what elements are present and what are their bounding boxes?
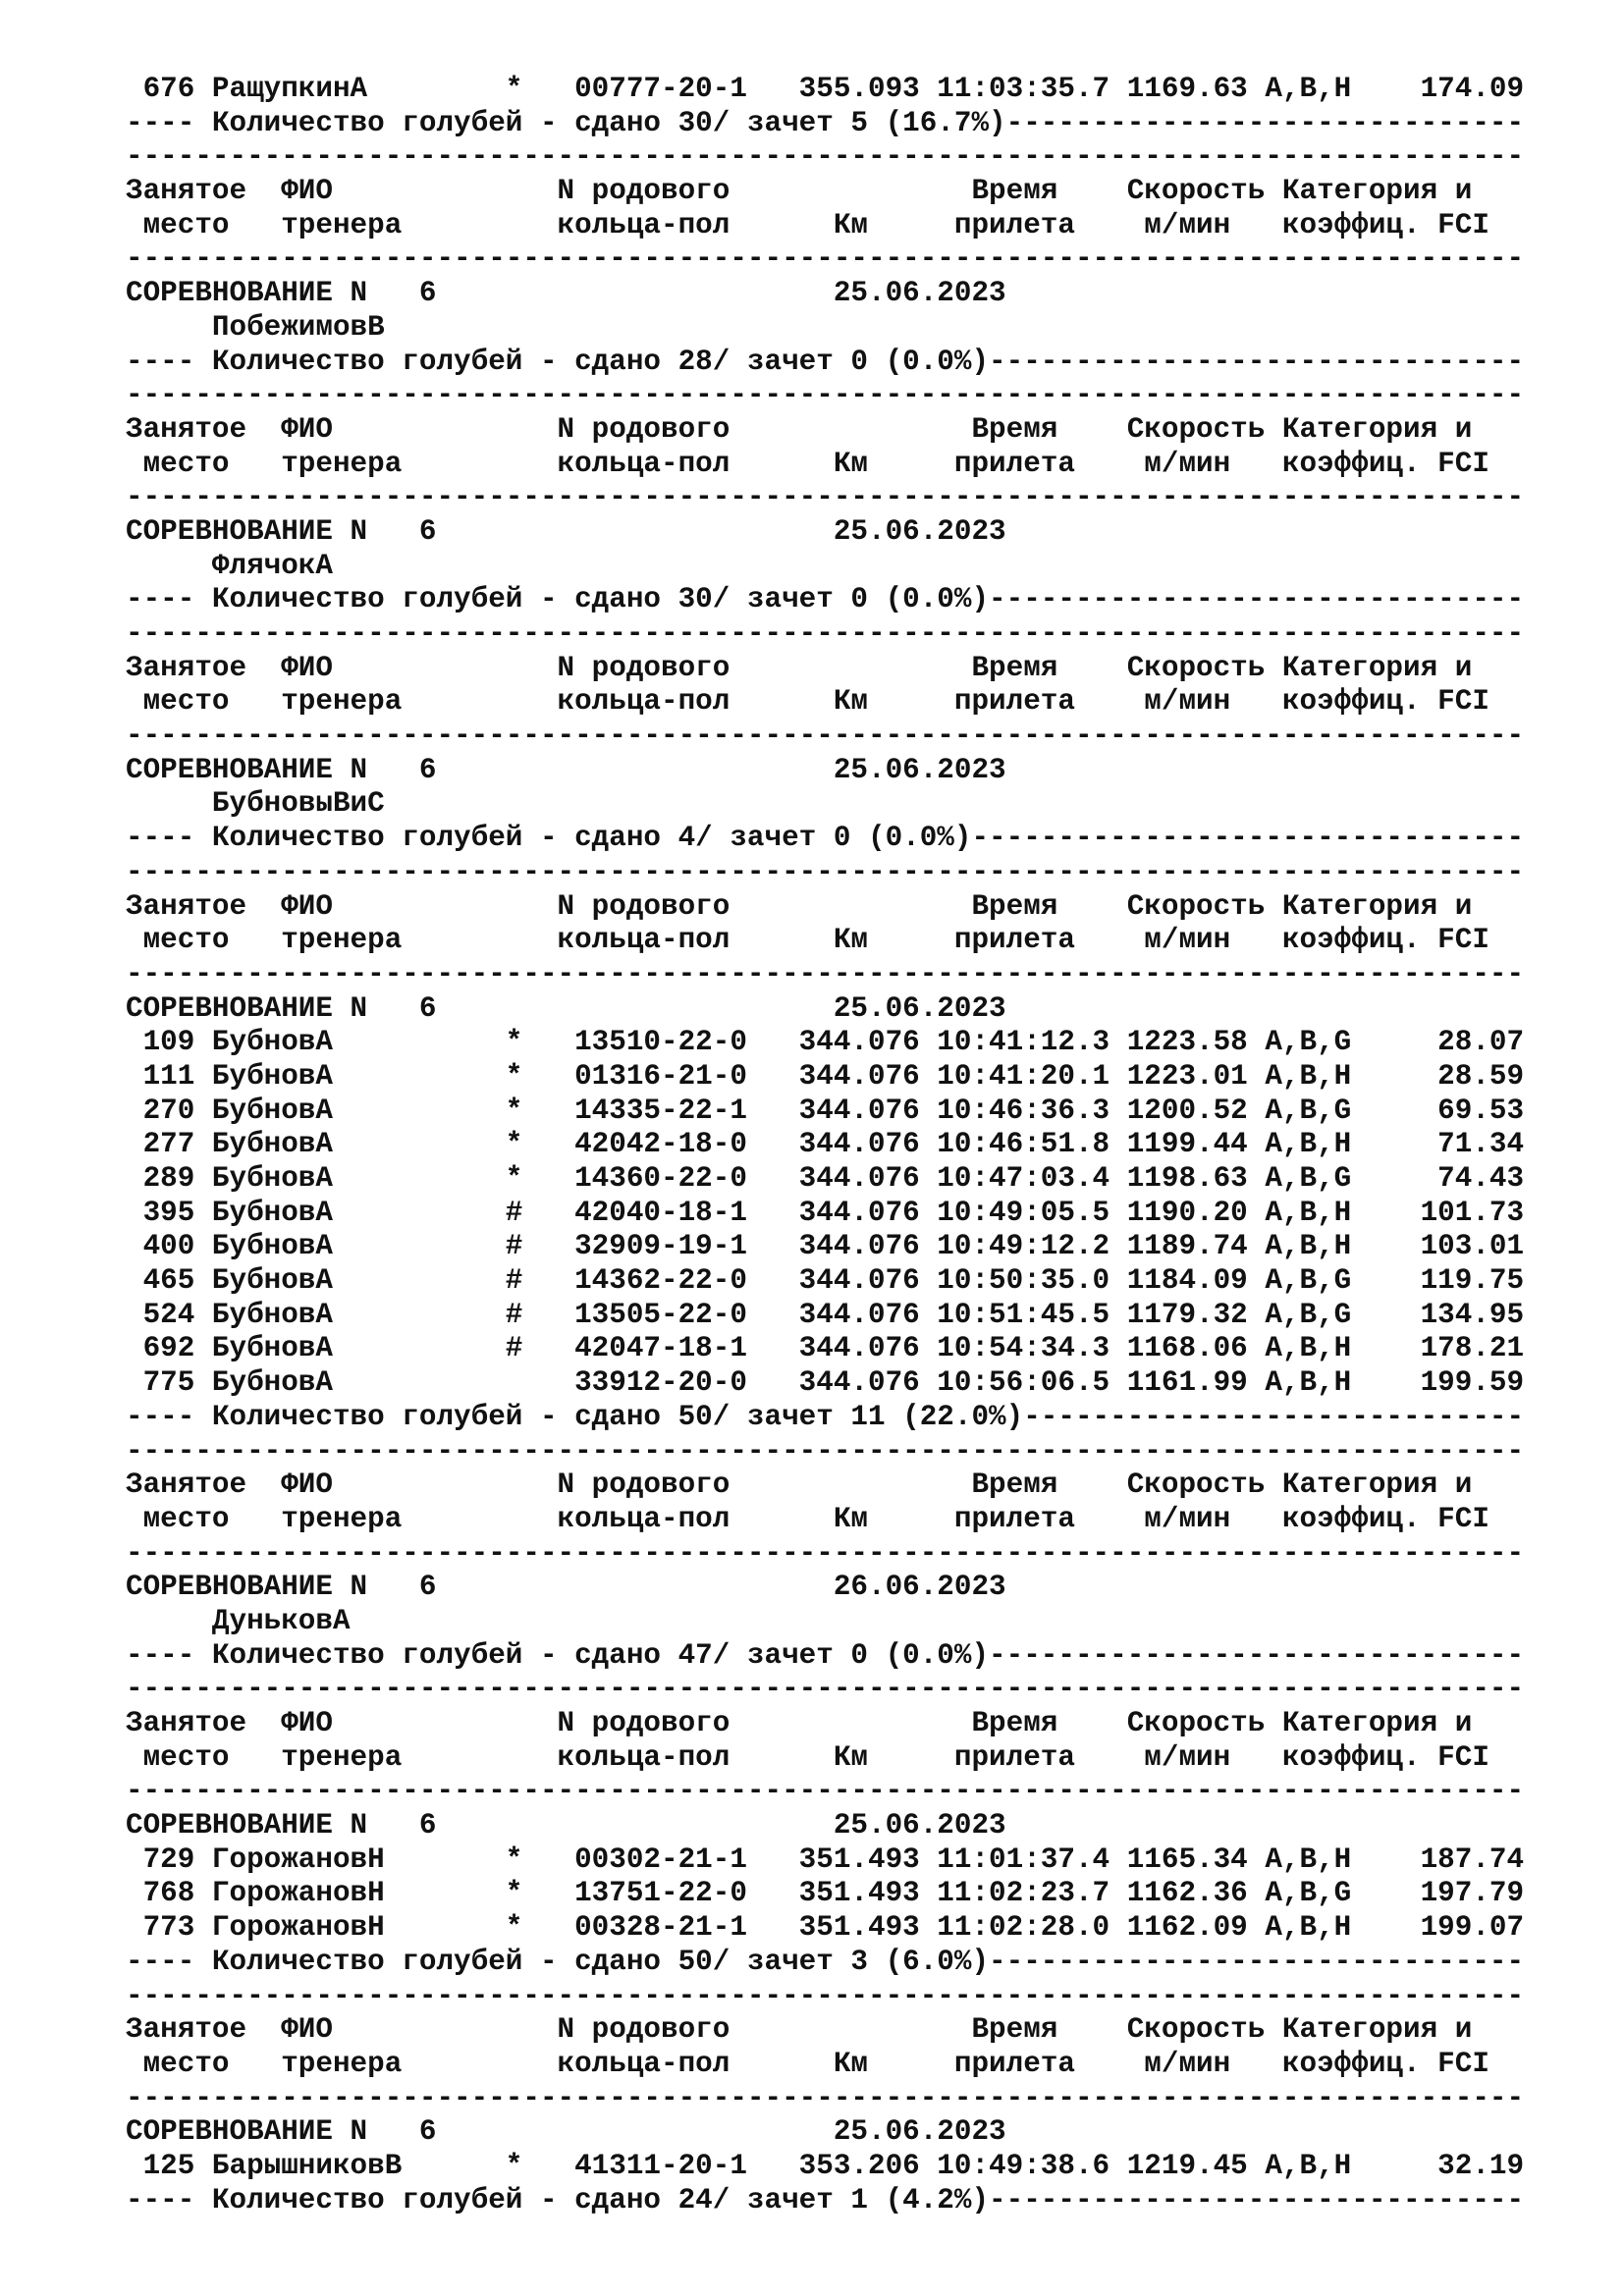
report-line: место тренера кольца-пол Км прилета м/мин коэффиц. FCI	[126, 1740, 1489, 1774]
report-line: 524 БубновА # 13505-22-0 344.076 10:51:45.5 1179.32 A,B,G 134.95	[126, 1298, 1525, 1331]
report-line: СОРЕВНОВАНИЕ N 6 25.06.2023	[126, 2115, 1006, 2149]
report-line: ---------------------------------------------------------------------------------	[126, 617, 1525, 650]
report-line: ---- Количество голубей - сдано 24/ зачет 1 (4.2%)-------------------------------	[126, 2183, 1525, 2216]
report-line: 111 БубновА * 01316-21-0 344.076 10:41:20.1 1223.01 A,B,H 28.59	[126, 1059, 1525, 1093]
report-line: ---------------------------------------------------------------------------------	[126, 1536, 1525, 1570]
report-line: СОРЕВНОВАНИЕ N 6 25.06.2023	[126, 1809, 1006, 1842]
report-line: 676 РащупкинА * 00777-20-1 355.093 11:03:35.7 1169.63 A,B,H 174.09	[126, 73, 1525, 105]
report-line: 289 БубновА * 14360-22-0 344.076 10:47:03.4 1198.63 A,B,G 74.43	[126, 1162, 1525, 1195]
report-line: 277 БубновА * 42042-18-0 344.076 10:46:51.8 1199.44 A,B,H 71.34	[126, 1128, 1525, 1161]
report-line: ---------------------------------------------------------------------------------	[126, 1673, 1525, 1706]
report-line: ФлячокА	[126, 549, 333, 582]
results-document	[126, 73, 1598, 2217]
report-line: место тренера кольца-пол Км прилета м/мин коэффиц. FCI	[126, 924, 1489, 957]
report-line: место тренера кольца-пол Км прилета м/мин коэффиц. FCI	[126, 685, 1489, 719]
report-line: СОРЕВНОВАНИЕ N 6 25.06.2023	[126, 991, 1006, 1025]
report-line: 729 ГорожановН * 00302-21-1 351.493 11:01:37.4 1165.34 A,B,H 187.74	[126, 1842, 1525, 1876]
report-line: ---------------------------------------------------------------------------------	[126, 855, 1525, 888]
report-line: ---------------------------------------------------------------------------------	[126, 1434, 1525, 1468]
report-line: 125 БарышниковВ * 41311-20-1 353.206 10:49:38.6 1219.45 A,B,H 32.19	[126, 2149, 1525, 2182]
report-line: 775 БубновА 33912-20-0 344.076 10:56:06.5 1161.99 A,B,H 199.59	[126, 1366, 1525, 1400]
report-line: Занятое ФИО N родового Время Скорость Категория и	[126, 1468, 1473, 1502]
report-line: 109 БубновА * 13510-22-0 344.076 10:41:12.3 1223.58 A,B,G 28.07	[126, 1026, 1525, 1059]
report-line: ПобежимовВ	[126, 310, 385, 344]
report-line: ДуньковА	[126, 1604, 351, 1637]
report-line: ---------------------------------------------------------------------------------	[126, 2081, 1525, 2114]
report-line: 773 ГорожановН * 00328-21-1 351.493 11:02:28.0 1162.09 A,B,H 199.07	[126, 1911, 1525, 1945]
report-line: место тренера кольца-пол Км прилета м/мин коэффиц. FCI	[126, 208, 1489, 241]
report-line: ---------------------------------------------------------------------------------	[126, 1775, 1525, 1808]
report-line: ---- Количество голубей - сдано 50/ зачет 11 (22.0%)-----------------------------	[126, 1400, 1525, 1433]
report-line: Занятое ФИО N родового Время Скорость Категория и	[126, 651, 1473, 684]
report-line: Занятое ФИО N родового Время Скорость Категория и	[126, 175, 1473, 208]
report-line: 270 БубновА * 14335-22-1 344.076 10:46:36.3 1200.52 A,B,G 69.53	[126, 1094, 1525, 1127]
report-line: место тренера кольца-пол Км прилета м/мин коэффиц. FCI	[126, 2047, 1489, 2080]
report-line: ---------------------------------------------------------------------------------	[126, 379, 1525, 412]
report-line: ---------------------------------------------------------------------------------	[126, 1979, 1525, 2012]
report-line: Занятое ФИО N родового Время Скорость Категория и	[126, 889, 1473, 923]
report-line: 692 БубновА # 42047-18-1 344.076 10:54:34.3 1168.06 A,B,H 178.21	[126, 1332, 1525, 1365]
report-line: ---- Количество голубей - сдано 4/ зачет 0 (0.0%)--------------------------------	[126, 822, 1525, 855]
report-line: место тренера кольца-пол Км прилета м/мин коэффиц. FCI	[126, 1502, 1489, 1535]
report-line: Занятое ФИО N родового Время Скорость Категория и	[126, 2013, 1473, 2047]
report-line: ---- Количество голубей - сдано 30/ зачет 5 (16.7%)------------------------------	[126, 106, 1525, 139]
report-line: СОРЕВНОВАНИЕ N 6 25.06.2023	[126, 514, 1006, 548]
report-line: ---- Количество голубей - сдано 30/ зачет 0 (0.0%)-------------------------------	[126, 583, 1525, 616]
report-line: СОРЕВНОВАНИЕ N 6 26.06.2023	[126, 1571, 1006, 1604]
report-line: ---------------------------------------------------------------------------------	[126, 140, 1525, 174]
report-line: ---- Количество голубей - сдано 50/ зачет 3 (6.0%)-------------------------------	[126, 1945, 1525, 1978]
report-line: 395 БубновА # 42040-18-1 344.076 10:49:05.5 1190.20 A,B,H 101.73	[126, 1196, 1525, 1229]
report-line: ---------------------------------------------------------------------------------	[126, 481, 1525, 514]
report-line: ---------------------------------------------------------------------------------	[126, 242, 1525, 276]
report-line: место тренера кольца-пол Км прилета м/мин коэффиц. FCI	[126, 447, 1489, 480]
report-line: 465 БубновА # 14362-22-0 344.076 10:50:35.0 1184.09 A,B,G 119.75	[126, 1264, 1525, 1298]
report-line: 400 БубновА # 32909-19-1 344.076 10:49:12.2 1189.74 A,B,H 103.01	[126, 1230, 1525, 1263]
report-line: Занятое ФИО N родового Время Скорость Категория и	[126, 412, 1473, 446]
report-line: СОРЕВНОВАНИЕ N 6 25.06.2023	[126, 753, 1006, 786]
report-line: ---------------------------------------------------------------------------------	[126, 957, 1525, 990]
report-line: ---------------------------------------------------------------------------------	[126, 720, 1525, 753]
report-line: СОРЕВНОВАНИЕ N 6 25.06.2023	[126, 277, 1006, 310]
report-line: ---- Количество голубей - сдано 47/ зачет 0 (0.0%)-------------------------------	[126, 1638, 1525, 1672]
report-line: 768 ГорожановН * 13751-22-0 351.493 11:02:23.7 1162.36 A,B,G 197.79	[126, 1877, 1525, 1910]
report-line: ---- Количество голубей - сдано 28/ зачет 0 (0.0%)-------------------------------	[126, 345, 1525, 378]
report-line: Занятое ФИО N родового Время Скорость Категория и	[126, 1707, 1473, 1739]
report-line: БубновыВиС	[126, 787, 385, 821]
